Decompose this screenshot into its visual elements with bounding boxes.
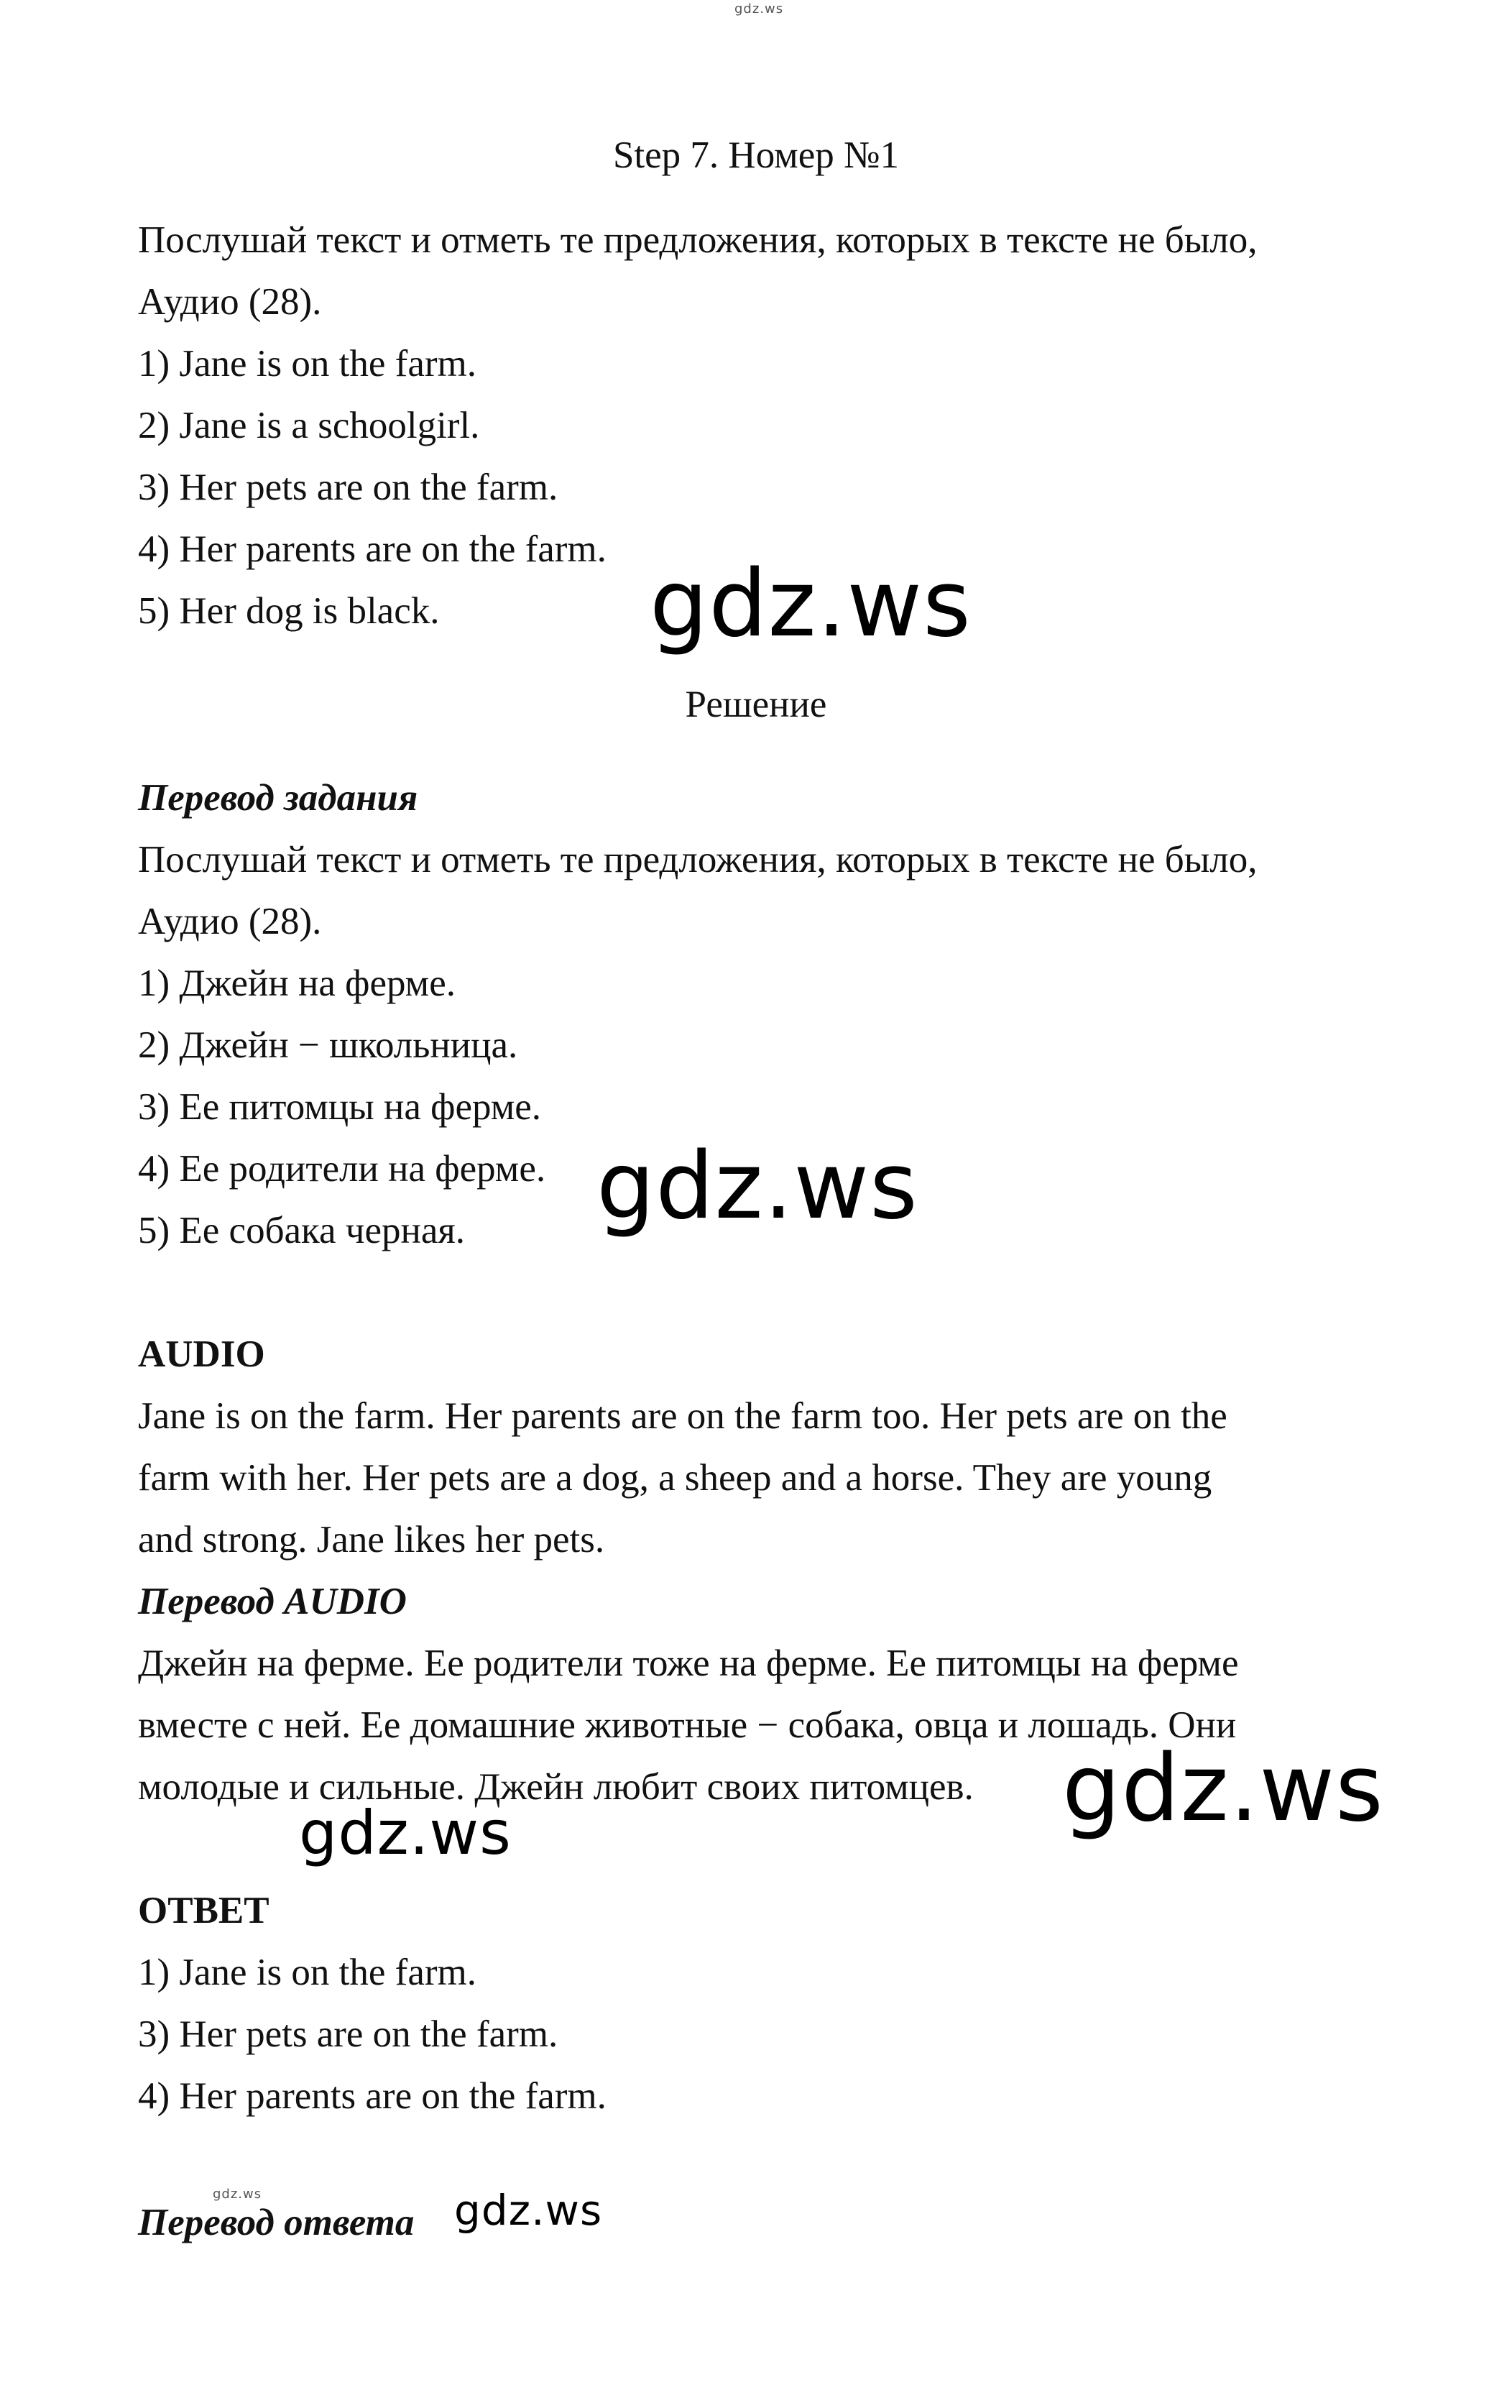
audio-translation-line: молодые и сильные. Джейн любит своих питомцев. — [138, 1766, 974, 1808]
translation-item: 4) Ее родители на ферме. — [138, 1148, 546, 1190]
task-item: 1) Jane is on the farm. — [138, 343, 476, 385]
audio-translation-line: вместе с ней. Ее домашние животные − собака, овца и лошадь. Они — [138, 1704, 1237, 1746]
audio-translation-line: Джейн на ферме. Ее родители тоже на ферме. Ее питомцы на ферме — [138, 1642, 1239, 1684]
task-item: 3) Her pets are on the farm. — [138, 467, 558, 508]
translation-line-1: Послушай текст и отметь те предложения, которых в тексте не было, — [138, 839, 1258, 881]
solution-label: Решение — [685, 684, 827, 725]
audio-line: Jane is on the farm. Her parents are on the farm too. Her pets are on the — [138, 1395, 1227, 1437]
watermark: gdz.ws — [454, 2186, 603, 2235]
watermark: gdz.ws — [650, 551, 972, 658]
answer-item: 3) Her pets are on the farm. — [138, 2013, 558, 2055]
answer-item: 1) Jane is on the farm. — [138, 1952, 476, 1993]
translation-item: 1) Джейн на ферме. — [138, 962, 456, 1004]
answer-translation-heading: Перевод ответа — [138, 2202, 415, 2243]
header-watermark: gdz.ws — [734, 1, 784, 17]
translation-item: 3) Ее питомцы на ферме. — [138, 1086, 542, 1128]
answer-heading: ОТВЕТ — [138, 1890, 269, 1931]
watermark: gdz.ws — [1062, 1735, 1384, 1842]
watermark: gdz.ws — [596, 1133, 918, 1240]
translation-line-2: Аудио (28). — [138, 901, 322, 942]
audio-line: farm with her. Her pets are a dog, a sheep and a horse. They are young — [138, 1457, 1212, 1499]
page-title: Step 7. Номер №1 — [612, 134, 900, 176]
watermark: gdz.ws — [299, 1798, 512, 1868]
audio-translation-heading: Перевод AUDIO — [138, 1581, 407, 1622]
audio-line: and strong. Jane likes her pets. — [138, 1519, 605, 1561]
answer-item: 4) Her parents are on the farm. — [138, 2075, 607, 2117]
watermark: gdz.ws — [213, 2187, 262, 2202]
translation-item: 2) Джейн − школьница. — [138, 1024, 518, 1066]
task-line-1: Послушай текст и отметь те предложения, которых в тексте не было, — [138, 219, 1258, 261]
task-item: 4) Her parents are on the farm. — [138, 528, 607, 570]
task-item: 5) Her dog is black. — [138, 590, 440, 632]
translation-heading: Перевод задания — [138, 777, 418, 819]
task-line-2: Аудио (28). — [138, 281, 322, 323]
translation-item: 5) Ее собака черная. — [138, 1210, 465, 1251]
audio-heading: AUDIO — [138, 1333, 265, 1375]
task-item: 2) Jane is a schoolgirl. — [138, 405, 480, 446]
